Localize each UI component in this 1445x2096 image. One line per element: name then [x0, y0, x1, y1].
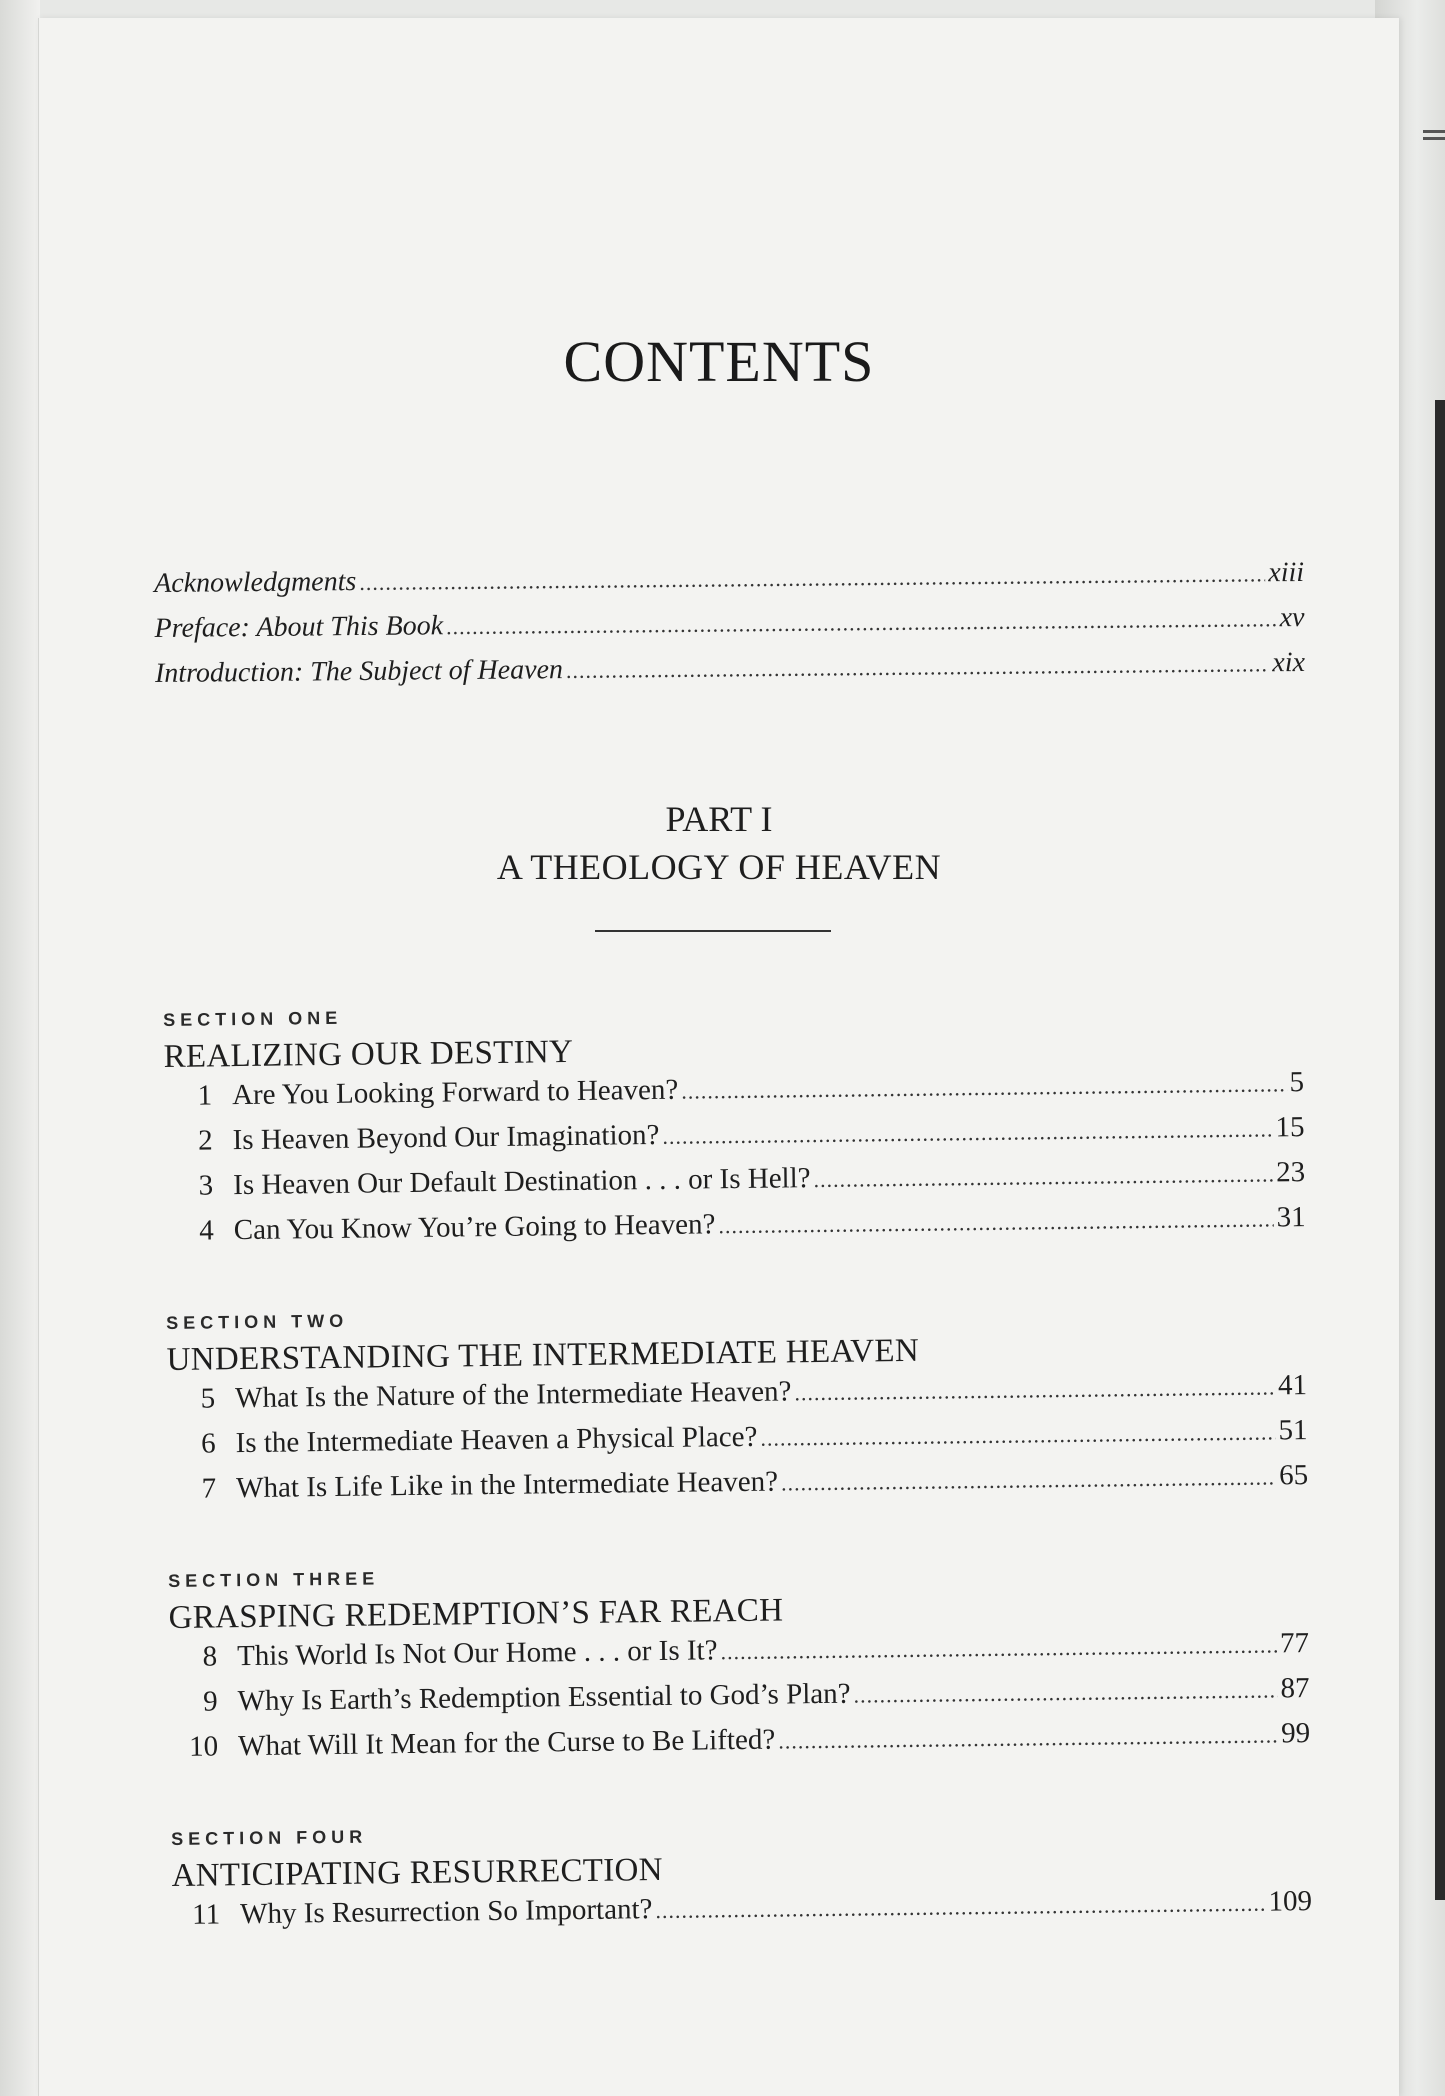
section-label: SECTION TWO	[166, 1310, 349, 1333]
section-title: UNDERSTANDING THE INTERMEDIATE HEAVEN	[166, 1332, 920, 1378]
chapter-page: 15	[1275, 1111, 1305, 1144]
toc-section	[163, 992, 1306, 1260]
chapter-number: 6	[200, 1427, 216, 1460]
dot-leader	[720, 1632, 1277, 1665]
dot-leader	[359, 561, 1265, 596]
dot-leader	[446, 606, 1277, 640]
toc-section	[171, 1811, 1312, 1944]
back-cover-edge	[1435, 400, 1445, 1900]
entry-title: Introduction: The Subject of Heaven	[154, 654, 564, 689]
chapter-number: 11	[191, 1898, 221, 1931]
chapter-page: 109	[1268, 1885, 1313, 1918]
chapter-page: 5	[1289, 1066, 1305, 1099]
chapter-title: What Is the Nature of the Intermediate Heaven?	[234, 1375, 792, 1415]
section-label: SECTION FOUR	[171, 1826, 368, 1849]
chapter-page: 41	[1277, 1369, 1308, 1402]
section-title: REALIZING OUR DESTINY	[163, 1033, 574, 1075]
dot-leader	[655, 1891, 1265, 1924]
entry-title: Preface: About This Book	[154, 610, 444, 644]
part-number: PART I	[665, 799, 773, 839]
dot-leader	[781, 1464, 1276, 1496]
toc-entry	[155, 647, 1305, 703]
section-title: GRASPING REDEMPTION’S FAR REACH	[168, 1592, 784, 1636]
dot-leader	[662, 1116, 1272, 1149]
chapter-page: 99	[1280, 1717, 1311, 1750]
chapter-title: Are You Looking Forward to Heaven?	[231, 1073, 679, 1112]
divider	[595, 930, 831, 932]
dot-leader	[681, 1071, 1287, 1104]
chapter-number: 7	[201, 1472, 217, 1505]
entry-page: xiii	[1268, 556, 1305, 589]
chapter-number: 9	[202, 1685, 218, 1718]
entry-page: xv	[1279, 601, 1305, 634]
dot-leader	[566, 651, 1270, 684]
chapter-page: 31	[1276, 1201, 1306, 1234]
entry-title: Acknowledgments	[154, 566, 357, 599]
book-gutter	[0, 0, 40, 2096]
chapter-page: 77	[1279, 1627, 1310, 1660]
chapter-title: Why Is Resurrection So Important?	[239, 1893, 653, 1931]
chapter-title: What Is Life Like in the Intermediate Heaven?	[235, 1465, 779, 1505]
chapter-title: Is Heaven Beyond Our Imagination?	[232, 1118, 660, 1157]
dot-leader	[853, 1677, 1277, 1708]
toc-section	[168, 1553, 1310, 1776]
entry-page: xix	[1272, 646, 1306, 679]
front-matter-list	[154, 557, 1305, 703]
chapter-title: Is the Intermediate Heaven a Physical Place?	[235, 1420, 758, 1460]
book-page	[38, 18, 1399, 2096]
chapter-title: What Will It Mean for the Curse to Be Lifted?	[237, 1723, 776, 1763]
toc-section	[166, 1295, 1308, 1518]
chapter-number: 5	[200, 1382, 216, 1415]
chapter-title: Is Heaven Our Default Destination . . . or Is Hell?	[232, 1162, 811, 1202]
chapter-number: 1	[197, 1079, 213, 1112]
chapter-page: 65	[1278, 1459, 1309, 1492]
dot-leader	[778, 1722, 1278, 1754]
edge-mark	[1423, 130, 1445, 140]
chapter-number: 8	[202, 1640, 218, 1673]
chapter-number: 10	[189, 1730, 219, 1763]
chapter-page: 87	[1280, 1672, 1310, 1705]
chapter-title: Why Is Earth’s Redemption Essential to God’s Plan?	[237, 1677, 851, 1718]
dot-leader	[718, 1206, 1274, 1239]
dot-leader	[760, 1419, 1275, 1451]
chapter-title: Can You Know You’re Going to Heaven?	[233, 1208, 716, 1247]
chapter-number: 4	[199, 1214, 214, 1247]
section-title: ANTICIPATING RESURRECTION	[171, 1851, 664, 1894]
section-label: SECTION ONE	[163, 1007, 343, 1030]
chapter-number: 2	[197, 1124, 213, 1157]
chapter-number: 3	[198, 1169, 214, 1202]
chapter-page: 23	[1275, 1156, 1306, 1189]
dot-leader	[813, 1161, 1273, 1193]
section-label: SECTION THREE	[168, 1568, 380, 1591]
page-title: CONTENTS	[563, 329, 875, 394]
part-title: A THEOLOGY OF HEAVEN	[496, 847, 942, 887]
dot-leader	[794, 1374, 1275, 1406]
chapter-title: This World Is Not Our Home . . . or Is It?	[236, 1634, 718, 1673]
chapter-page: 51	[1278, 1414, 1308, 1447]
